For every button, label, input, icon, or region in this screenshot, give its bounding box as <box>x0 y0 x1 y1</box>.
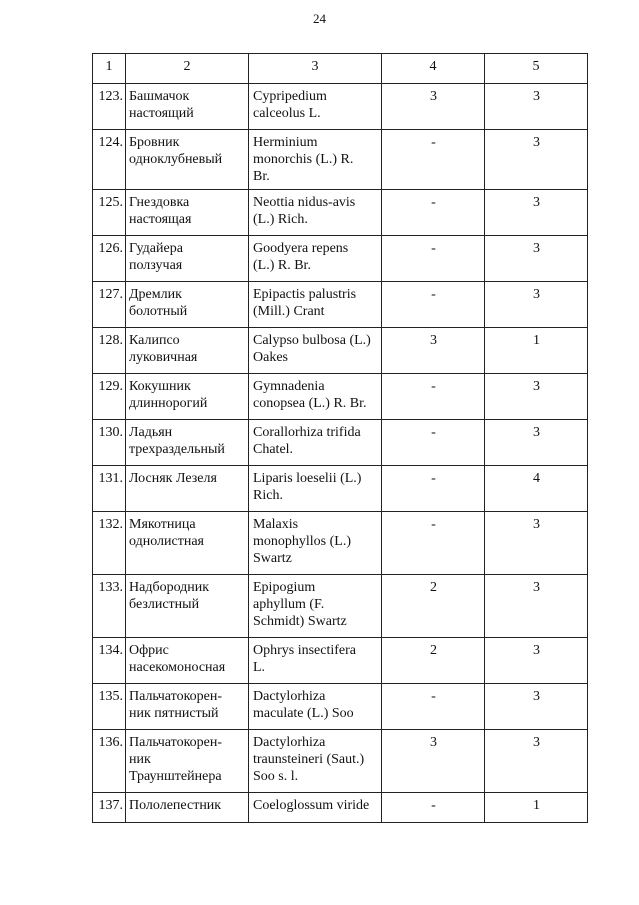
russian-name-cell-line: ползучая <box>129 258 183 273</box>
russian-name-cell <box>126 730 249 793</box>
latin-name-cell <box>249 730 382 793</box>
russian-name-cell <box>126 512 249 575</box>
russian-name-cell-line: Мякотница <box>129 517 196 532</box>
latin-name-cell-line: Dactylorhiza <box>253 689 326 704</box>
column-4-cell: - <box>382 282 485 328</box>
latin-name-cell-line: Goodyera repens <box>253 241 349 256</box>
row-number-cell: 133. <box>93 575 126 638</box>
column-5-cell: 3 <box>485 130 588 190</box>
russian-name-cell <box>126 84 249 130</box>
column-4-cell: - <box>382 190 485 236</box>
column-5-cell: 1 <box>485 328 588 374</box>
latin-name-cell <box>249 130 382 190</box>
column-4-cell: 3 <box>382 84 485 130</box>
row-number-cell: 131. <box>93 466 126 512</box>
table-row <box>93 466 588 512</box>
species-table <box>92 53 588 823</box>
russian-name-cell-line: настоящий <box>129 106 194 121</box>
column-5-cell: 3 <box>485 236 588 282</box>
row-number-cell: 137. <box>93 793 126 823</box>
russian-name-cell <box>126 282 249 328</box>
row-number-cell: 125. <box>93 190 126 236</box>
latin-name-cell-line: Calypso bulbosa (L.) <box>253 333 371 348</box>
russian-name-cell <box>126 328 249 374</box>
row-number-cell: 129. <box>93 374 126 420</box>
latin-name-cell-line: conopsea (L.) R. Br. <box>253 396 367 411</box>
russian-name-cell <box>126 466 249 512</box>
russian-name-cell-line: Гудайера <box>129 241 183 256</box>
header-cell-column-5: 5 <box>485 54 588 84</box>
russian-name-cell-line: Надбородник <box>129 580 210 595</box>
latin-name-cell-line: Rich. <box>253 488 283 503</box>
column-5-cell: 3 <box>485 190 588 236</box>
column-4-cell: - <box>382 374 485 420</box>
russian-name-cell-line: Траунштейнера <box>129 769 222 784</box>
russian-name-cell-line: длиннорогий <box>129 396 208 411</box>
header-cell-column-4: 4 <box>382 54 485 84</box>
row-number-cell: 135. <box>93 684 126 730</box>
latin-name-cell <box>249 420 382 466</box>
column-5-cell: 4 <box>485 466 588 512</box>
russian-name-cell-line: Кокушник <box>129 379 191 394</box>
russian-name-cell-line: Ладьян <box>129 425 173 440</box>
latin-name-cell-line: Chatel. <box>253 442 294 457</box>
row-number-cell: 132. <box>93 512 126 575</box>
latin-name-cell-line: Coeloglossum viride <box>253 798 370 813</box>
russian-name-cell <box>126 638 249 684</box>
table-row <box>93 793 588 823</box>
column-4-cell: - <box>382 684 485 730</box>
russian-name-cell <box>126 190 249 236</box>
russian-name-cell-line: Бровник <box>129 135 180 150</box>
latin-name-cell-line: monophyllos (L.) <box>253 534 351 549</box>
latin-name-cell-line: Neottia nidus-avis <box>253 195 356 210</box>
table-row <box>93 638 588 684</box>
table-row <box>93 236 588 282</box>
latin-name-cell-line: Gymnadenia <box>253 379 325 394</box>
latin-name-cell-line: Swartz <box>253 551 292 566</box>
russian-name-cell-line: Лосняк Лезеля <box>129 471 217 486</box>
column-4-cell: - <box>382 236 485 282</box>
column-5-cell: 3 <box>485 374 588 420</box>
latin-name-cell-line: calceolus L. <box>253 106 321 121</box>
russian-name-cell-line: одноклубневый <box>129 152 223 167</box>
row-number-cell: 130. <box>93 420 126 466</box>
table-row <box>93 130 588 190</box>
latin-name-cell-line: Epipactis palustris <box>253 287 357 302</box>
latin-name-cell-line: Br. <box>253 169 270 184</box>
table-row <box>93 512 588 575</box>
table-row <box>93 84 588 130</box>
russian-name-cell <box>126 684 249 730</box>
column-5-cell: 1 <box>485 793 588 823</box>
latin-name-cell-line: Soo s. l. <box>253 769 299 784</box>
latin-name-cell <box>249 190 382 236</box>
russian-name-cell-line: Пололепестник <box>129 798 222 813</box>
latin-name-cell-line: (L.) R. Br. <box>253 258 311 273</box>
russian-name-cell-line: насекомоносная <box>129 660 226 675</box>
latin-name-cell <box>249 684 382 730</box>
russian-name-cell-line: Дремлик <box>129 287 182 302</box>
russian-name-cell-line: болотный <box>129 304 188 319</box>
table-row <box>93 575 588 638</box>
russian-name-cell <box>126 420 249 466</box>
russian-name-cell <box>126 236 249 282</box>
latin-name-cell-line: L. <box>253 660 266 675</box>
column-5-cell: 3 <box>485 730 588 793</box>
column-5-cell: 3 <box>485 84 588 130</box>
table-row <box>93 420 588 466</box>
latin-name-cell <box>249 512 382 575</box>
table-row <box>93 374 588 420</box>
column-4-cell: 2 <box>382 638 485 684</box>
column-5-cell: 3 <box>485 512 588 575</box>
column-4-cell: - <box>382 466 485 512</box>
header-cell-number: 1 <box>93 54 126 84</box>
russian-name-cell-line: Башмачок <box>129 89 190 104</box>
row-number-cell: 134. <box>93 638 126 684</box>
row-number-cell: 124. <box>93 130 126 190</box>
latin-name-cell-line: Liparis loeselii (L.) <box>253 471 362 486</box>
latin-name-cell-line: (L.) Rich. <box>253 212 308 227</box>
table-row <box>93 684 588 730</box>
header-cell-latin-name: 3 <box>249 54 382 84</box>
column-4-cell: - <box>382 130 485 190</box>
russian-name-cell <box>126 575 249 638</box>
column-5-cell: 3 <box>485 638 588 684</box>
russian-name-cell-line: однолистная <box>129 534 204 549</box>
column-4-cell: 3 <box>382 328 485 374</box>
column-4-cell: - <box>382 793 485 823</box>
column-4-cell: 2 <box>382 575 485 638</box>
latin-name-cell-line: Schmidt) Swartz <box>253 614 347 629</box>
table-row <box>93 282 588 328</box>
russian-name-cell-line: ник пятнистый <box>129 706 219 721</box>
russian-name-cell-line: Офрис <box>129 643 169 658</box>
latin-name-cell-line: maculate (L.) Soo <box>253 706 354 721</box>
russian-name-cell-line: трехраздельный <box>129 442 225 457</box>
table-row <box>93 190 588 236</box>
latin-name-cell-line: traunsteineri (Saut.) <box>253 752 365 767</box>
column-4-cell: 3 <box>382 730 485 793</box>
row-number-cell: 126. <box>93 236 126 282</box>
table-header-row <box>93 54 588 84</box>
latin-name-cell-line: monorchis (L.) R. <box>253 152 354 167</box>
russian-name-cell-line: Калипсо <box>129 333 180 348</box>
table-row <box>93 730 588 793</box>
latin-name-cell <box>249 328 382 374</box>
latin-name-cell-line: Oakes <box>253 350 288 365</box>
latin-name-cell <box>249 282 382 328</box>
russian-name-cell-line: Гнездовка <box>129 195 190 210</box>
column-4-cell: - <box>382 420 485 466</box>
latin-name-cell <box>249 236 382 282</box>
russian-name-cell-line: Пальчатокорен- <box>129 689 223 704</box>
russian-name-cell-line: Пальчатокорен- <box>129 735 223 750</box>
latin-name-cell <box>249 466 382 512</box>
latin-name-cell-line: aphyllum (F. <box>253 597 325 612</box>
latin-name-cell <box>249 374 382 420</box>
column-5-cell: 3 <box>485 684 588 730</box>
column-5-cell: 3 <box>485 282 588 328</box>
latin-name-cell-line: Dactylorhiza <box>253 735 326 750</box>
column-5-cell: 3 <box>485 420 588 466</box>
table-row <box>93 328 588 374</box>
russian-name-cell <box>126 374 249 420</box>
latin-name-cell <box>249 575 382 638</box>
russian-name-cell <box>126 793 249 823</box>
russian-name-cell-line: безлистный <box>129 597 200 612</box>
column-4-cell: - <box>382 512 485 575</box>
russian-name-cell-line: ник <box>129 752 151 767</box>
russian-name-cell-line: луковичная <box>129 350 198 365</box>
row-number-cell: 128. <box>93 328 126 374</box>
column-5-cell: 3 <box>485 575 588 638</box>
latin-name-cell-line: Malaxis <box>253 517 299 532</box>
header-cell-russian-name: 2 <box>126 54 249 84</box>
latin-name-cell-line: Corallorhiza trifida <box>253 425 361 440</box>
row-number-cell: 123. <box>93 84 126 130</box>
latin-name-cell-line: Epipogium <box>253 580 316 595</box>
table-body <box>93 84 588 823</box>
russian-name-cell <box>126 130 249 190</box>
latin-name-cell <box>249 84 382 130</box>
row-number-cell: 127. <box>93 282 126 328</box>
latin-name-cell-line: (Mill.) Crant <box>253 304 325 319</box>
latin-name-cell-line: Ophrys insectifera <box>253 643 357 658</box>
latin-name-cell <box>249 638 382 684</box>
page-number: 24 <box>313 11 326 26</box>
latin-name-cell <box>249 793 382 823</box>
russian-name-cell-line: настоящая <box>129 212 192 227</box>
row-number-cell: 136. <box>93 730 126 793</box>
latin-name-cell-line: Herminium <box>253 135 318 150</box>
latin-name-cell-line: Cypripedium <box>253 89 327 104</box>
